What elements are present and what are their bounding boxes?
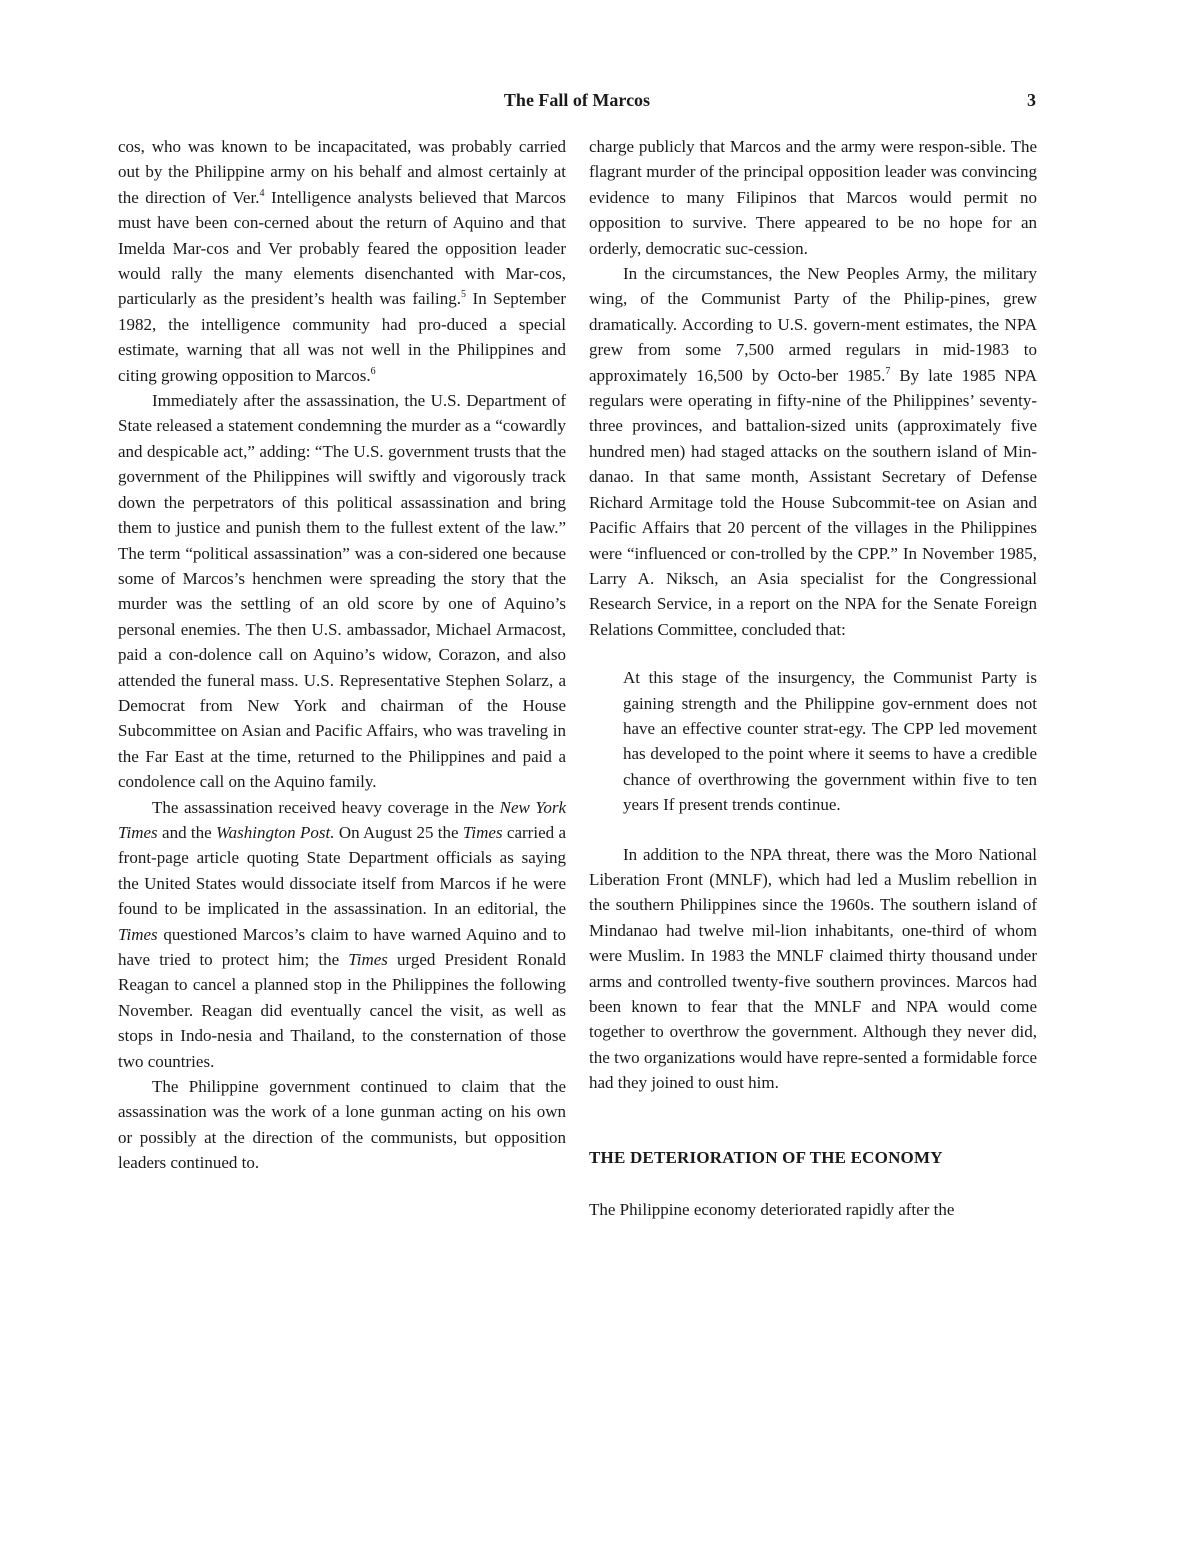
paragraph: Immediately after the assassination, the U.S. Department of State released a statement condemning the murder as a “cowardly and despicable act,” adding: “The U.S. government trusts that the government of the Philippines will swiftly and vigorously track down the perpetrators of this political assassination and bring them to justice and punish them to the fullest extent of the law.” The term “political assassination” was a con-sidered one because some of Marcos’s henchmen were spreading the story that the murder was the settling of an old score by one of Aquino’s personal enemies. The then U.S. ambassador, Michael Armacost, paid a con-dolence call on Aquino’s widow, Corazon, and also attended the funeral mass. U.S. Representative Stephen Solarz, a Democrat from New York and chairman of the House Subcommittee on Asian and Pacific Affairs, who was traveling in the Far East at the time, returned to the Philippines and paid a condolence call on the Aquino family. xyxy=(118,391,566,792)
text-run: By late 1985 NPA regulars were operating in fifty-nine of the Philippines’ seventy-three provinces, and battalion-sized units (approximately five hundred men) had staged attacks on the southern island of Min-danao. In that same month, Assistant Secretary of Defense Richard Armitage told the House Subcommit-tee on Asian and Pacific Affairs that 20 percent of the villages in the Philippines were “influenced or con-trolled by the CPP.” In November 1985, Larry A. Niksch, an Asia specialist for the Congressional Research Service, in a report on the NPA for the Senate Foreign Relations Committee, concluded that: xyxy=(589,365,1037,639)
text-run: Intelligence analysts believed that Marcos must have been con-cerned about the return of Aquino and that Imelda Mar-cos and Ver probably feared the opposition leader would rally the many elements disenchanted with Mar-cos, particularly as the president’s health was failing. xyxy=(118,187,566,309)
publication-title: Times xyxy=(118,924,158,944)
running-title: The Fall of Marcos xyxy=(503,90,651,110)
right-column xyxy=(589,134,1037,1222)
footnote-ref: 4 xyxy=(259,187,265,199)
text-run: On August 25 the xyxy=(334,822,463,842)
text-run: In the circumstances, the New Peoples Army, the military wing, of the Communist Party of the Philip-pines, grew dramatically. According to U.S. govern-ment estimates, the NPA grew from some 7,500 armed regulars in mid-1983 to approximately 16,500 by Octo-ber 1985. xyxy=(589,264,1037,385)
publication-title: Times xyxy=(348,950,388,969)
text-run: The assassination received heavy coverage in the xyxy=(152,797,500,817)
section-heading: THE DETERIORATION OF THE ECONOMY xyxy=(589,1147,943,1167)
publication-title: Washington Post. xyxy=(216,822,335,842)
text-run: urged President Ronald Reagan to cancel a planned stop in the Philippines the following November. Reagan did eventually cancel the visit, as well as stops in Indo-nesia and Thailand, to the consternation of those two countries. xyxy=(118,950,566,1071)
paragraph: In addition to the NPA threat, there was the Moro National Liberation Front (MNLF), which had led a Muslim rebellion in the southern Philippines since the 1960s. The southern island of Mindanao had twelve mil-lion inhabitants, one-third of whom were Muslim. In 1983 the MNLF claimed thirty thousand under arms and controlled twenty-five southern provinces. Marcos had been known to fear that the MNLF and NPA would come together to overthrow the government. Although they never did, the two organizations would have repre-sented a formidable force had they joined to oust him. xyxy=(589,844,1037,1093)
paragraph xyxy=(589,261,1037,642)
paragraph: charge publicly that Marcos and the army were respon-sible. The flagrant murder of the principal opposition leader was convincing evidence to many Filipinos that Marcos would permit no opposition to survive. There appeared to be no hope for an orderly, democratic suc-cession. xyxy=(589,137,1037,258)
paragraph: The Philippine government continued to claim that the assassination was the work of a lone gunman acting on his own or possibly at the direction of the communists, but opposition leaders continued to. xyxy=(118,1077,566,1173)
footnote-ref: 7 xyxy=(885,365,891,377)
left-column xyxy=(118,134,566,1176)
publication-title: Times xyxy=(462,822,503,842)
paragraph xyxy=(118,795,566,1074)
running-header xyxy=(118,86,1036,116)
text-run: In September 1982, the intelligence community had pro-duced a special estimate, warning that all was not well in the Philippines and citing growing opposition to Marcos. xyxy=(118,289,566,385)
footnote-ref: 5 xyxy=(460,289,466,301)
paragraph: The Philippine economy deteriorated rapidly after the xyxy=(589,1200,955,1220)
footnote-ref: 6 xyxy=(370,365,376,377)
text-run: questioned Marcos’s claim to have warned Aquino and to have tried to protect him; the xyxy=(118,924,566,969)
block-quote: At this stage of the insurgency, the Communist Party is gaining strength and the Philippine gov-ernment does not have an effective counter strat-egy. The CPP led movement has developed to the point where it seems to have a credible chance of overthrowing the government within five to ten years If present trends continue. xyxy=(623,668,1037,815)
page-number: 3 xyxy=(1027,90,1036,110)
text-run: and the xyxy=(157,822,217,842)
text-run: cos, who was known to be incapacitated, was probably carried out by the Philippine army on his behalf and almost certainly at the direction of Ver. xyxy=(118,137,566,207)
publication-title: New York Times xyxy=(118,797,566,842)
paragraph xyxy=(118,134,566,388)
text-run: carried a front-page article quoting State Department officials as saying the United States would dissociate itself from Marcos if he were found to be implicated in the assassination. In an editorial, the xyxy=(118,822,566,919)
